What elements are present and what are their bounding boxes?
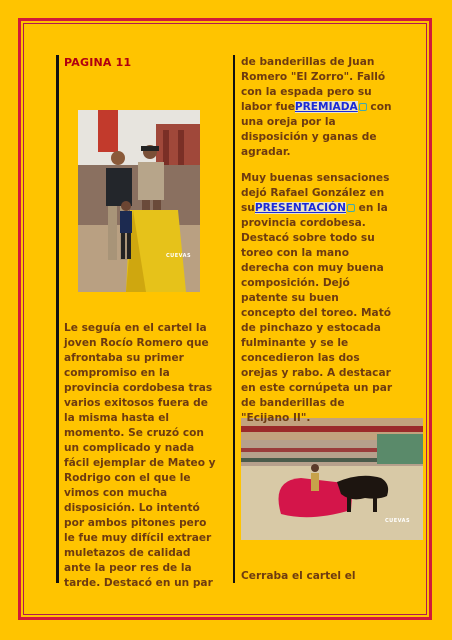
text-line: concepto del toreo. Mató xyxy=(241,307,392,319)
text-line: de pinchazo y estocada xyxy=(241,322,381,334)
text-line: "Ecijano II". xyxy=(241,412,311,424)
text-line: provincia cordobesa tras xyxy=(64,382,213,394)
text-line: en este cornúpeta un par xyxy=(241,382,393,394)
text-fragment: labor fue xyxy=(241,101,295,113)
text-line: agradar. xyxy=(241,146,291,158)
text-line: provincia cordobesa. xyxy=(241,217,366,229)
text-line: Le seguía en el cartel la xyxy=(64,322,207,334)
text-line: un complicado y nada xyxy=(64,442,195,454)
text-line: composición. Dejó xyxy=(241,277,350,289)
text-line: de banderillas de xyxy=(241,397,345,409)
left-column-rule xyxy=(56,55,59,583)
text-line: toreo con la mano xyxy=(241,247,349,259)
text-line: Rodrigo con el que le xyxy=(64,472,191,484)
text-line: fulminante y se le xyxy=(241,337,349,349)
text-line: Muy buenas sensaciones xyxy=(241,172,390,184)
text-line: la misma hasta el xyxy=(64,412,170,424)
text-line: de banderillas de Juan xyxy=(241,56,375,68)
text-line: varios exitosos fuera de xyxy=(64,397,208,409)
text-line: disposición. Lo intentó xyxy=(64,502,200,514)
external-link-icon xyxy=(359,103,367,111)
photo-matadores-posing xyxy=(78,110,200,292)
right-column-para-1 xyxy=(241,55,392,160)
text-line: dejó Rafael González en xyxy=(241,187,385,199)
premiada-link[interactable]: PREMIADA xyxy=(294,101,358,113)
text-line: afrontaba su primer xyxy=(64,352,184,364)
photo-matadores-image xyxy=(78,110,200,292)
text-line: muletazos de calidad xyxy=(64,547,191,559)
text-fragment: con xyxy=(366,101,392,113)
text-line: concedieron las dos xyxy=(241,352,360,364)
text-line: joven Rocío Romero que xyxy=(64,337,209,349)
text-line: fácil ejemplar de Mateo y xyxy=(64,457,216,469)
text-line-with-link xyxy=(241,100,392,115)
text-fragment: en la xyxy=(354,202,388,214)
left-column-text xyxy=(64,321,216,591)
column-divider xyxy=(233,55,235,583)
text-line: con la espada pero su xyxy=(241,86,372,98)
text-fragment: su xyxy=(241,202,255,214)
photo-bullfight-cape xyxy=(241,418,423,540)
text-line: momento. Se cruzó con xyxy=(64,427,204,439)
text-line: le fue muy difícil extraer xyxy=(64,532,212,544)
text-line: una oreja por la xyxy=(241,116,336,128)
external-link-icon xyxy=(347,204,355,212)
text-line: por ambos pitones pero xyxy=(64,517,207,529)
text-line: vimos con mucha xyxy=(64,487,168,499)
right-column-closing xyxy=(241,569,356,584)
text-line: disposición y ganas de xyxy=(241,131,377,143)
presentacion-link[interactable]: PRESENTACIÓN xyxy=(254,202,346,214)
right-column-para-2 xyxy=(241,171,392,426)
text-line-with-link xyxy=(241,201,392,216)
photo-credit: CUEVAS xyxy=(385,518,411,524)
text-line: ante la peor res de la xyxy=(64,562,192,574)
text-line: orejas y rabo. A destacar xyxy=(241,367,391,379)
text-line: Destacó sobre todo su xyxy=(241,232,375,244)
text-line: Cerraba el cartel el xyxy=(241,570,356,582)
text-line: tarde. Destacó en un par xyxy=(64,577,213,589)
photo-credit: CUEVAS xyxy=(166,253,192,259)
text-line: compromiso en la xyxy=(64,367,170,379)
page-number-label: PAGINA 11 xyxy=(64,56,132,69)
text-line: derecha con muy buena xyxy=(241,262,384,274)
text-line: patente su buen xyxy=(241,292,339,304)
text-line: Romero "El Zorro". Falló xyxy=(241,71,386,83)
